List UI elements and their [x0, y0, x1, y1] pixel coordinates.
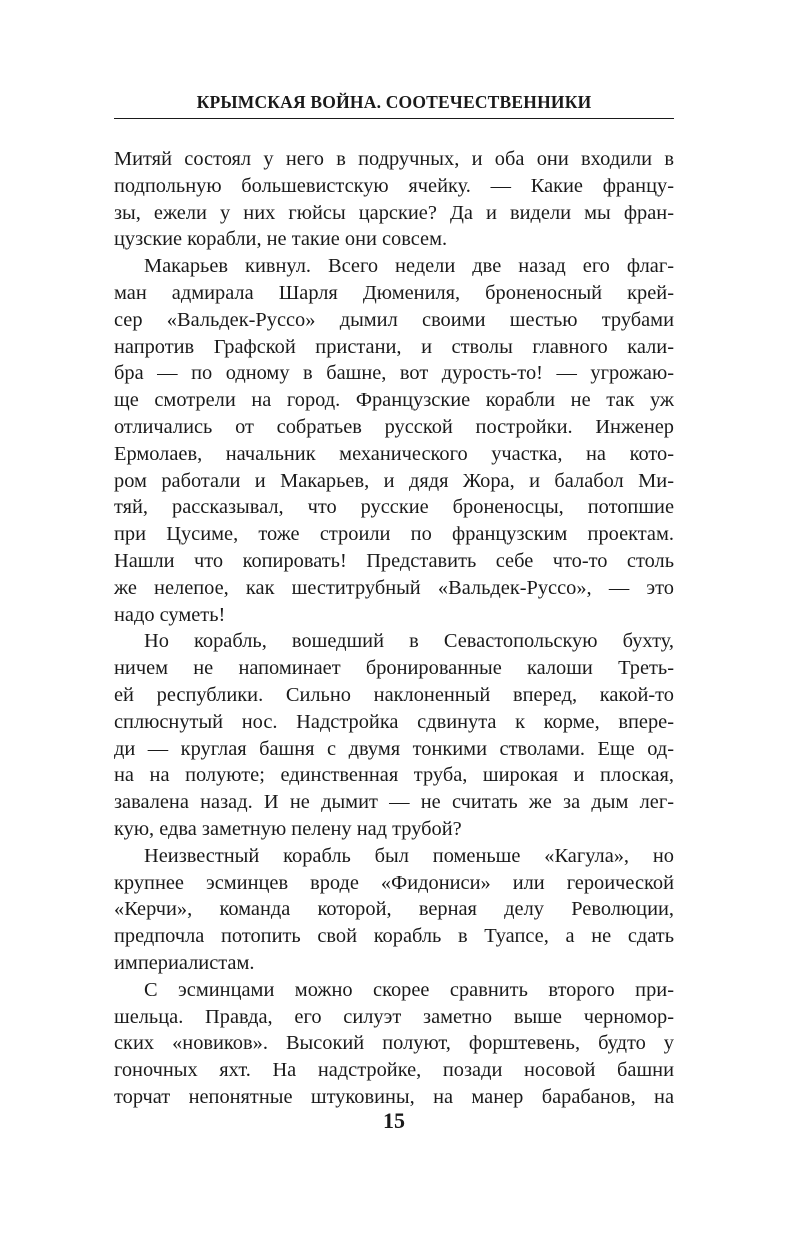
text-line: империалистам.: [114, 951, 255, 974]
text-line: сплюснутый нос. Надстройка сдвинута к корме, впере-: [114, 710, 674, 733]
text-line: бра — по одному в башне, вот дурость-то! — угрожаю-: [114, 362, 674, 385]
text-line: ще смотрели на город. Французские корабли не так уж: [114, 389, 674, 412]
text-line: кую, едва заметную пелену над трубой?: [114, 817, 462, 840]
text-line: ман адмирала Шарля Дюмениля, броненосный крей-: [114, 281, 674, 304]
text-line: Митяй состоял у него в подручных, и оба они входили в: [114, 148, 674, 170]
text-line: завалена назад. И не дымит — не считать же за дым лег-: [114, 791, 674, 814]
running-head: КРЫМСКАЯ ВОЙНА. СООТЕЧЕСТВЕННИКИ: [196, 92, 592, 112]
text-line: подпольную большевистскую ячейку. — Какие францу-: [114, 174, 674, 197]
text-line: напротив Графской пристани, и стволы главного кали-: [114, 335, 674, 358]
text-line: на на полуюте; единственная труба, широкая и плоская,: [114, 764, 674, 787]
header-rule: [114, 118, 674, 119]
text-line: ских «новиков». Высокий полуют, форштевень, будто у: [114, 1032, 674, 1055]
page-number: 15: [383, 1108, 405, 1133]
text-line: крупнее эсминцев вроде «Фидониси» или героической: [114, 871, 674, 894]
body-text: [114, 146, 674, 1111]
text-line: же нелепое, как шеститрубный «Вальдек-Руссо», — это: [114, 576, 674, 599]
text-line: С эсминцами можно скорее сравнить второго при-: [144, 978, 674, 1001]
text-line: сер «Вальдек-Руссо» дымил своими шестью трубами: [114, 308, 674, 331]
text-line: ничем не напоминает бронированные калоши Треть-: [114, 657, 674, 680]
text-line: шельца. Правда, его силуэт заметно выше черномор-: [114, 1005, 674, 1028]
text-line: зы, ежели у них гюйсы царские? Да и видели мы фран-: [114, 201, 674, 224]
text-line: предпочла потопить свой корабль в Туапсе, а не сдать: [114, 925, 674, 948]
text-line: Неизвестный корабль был поменьше «Кагула», но: [144, 844, 674, 867]
text-line: Но корабль, вошедший в Севастопольскую бухту,: [144, 630, 674, 653]
text-line: Ермолаев, начальник механического участка, на кото-: [114, 442, 674, 465]
text-line: цузские корабли, не такие они совсем.: [114, 228, 448, 251]
text-line: Нашли что копировать! Представить себе что-то столь: [114, 549, 674, 572]
text-line: ром работали и Макарьев, и дядя Жора, и балабол Ми-: [114, 469, 674, 492]
text-line: ди — круглая башня с двумя тонкими стволами. Еще од-: [114, 737, 674, 760]
text-line: надо суметь!: [114, 603, 226, 626]
text-line: отличались от собратьев русской постройки. Инженер: [114, 415, 674, 438]
text-line: гоночных яхт. На надстройке, позади носовой башни: [114, 1059, 674, 1082]
text-line: торчат непонятные штуковины, на манер барабанов, на: [114, 1085, 674, 1108]
text-line: ей республики. Сильно наклоненный вперед, какой-то: [114, 683, 674, 706]
book-page: [114, 0, 674, 1241]
text-line: Макарьев кивнул. Всего недели две назад его флаг-: [144, 255, 674, 278]
text-line: тяй, рассказывал, что русские броненосцы, потопшие: [114, 496, 674, 519]
text-line: «Керчи», команда которой, верная делу Революции,: [114, 898, 674, 921]
text-line: при Цусиме, тоже строили по французским проектам.: [114, 523, 674, 546]
